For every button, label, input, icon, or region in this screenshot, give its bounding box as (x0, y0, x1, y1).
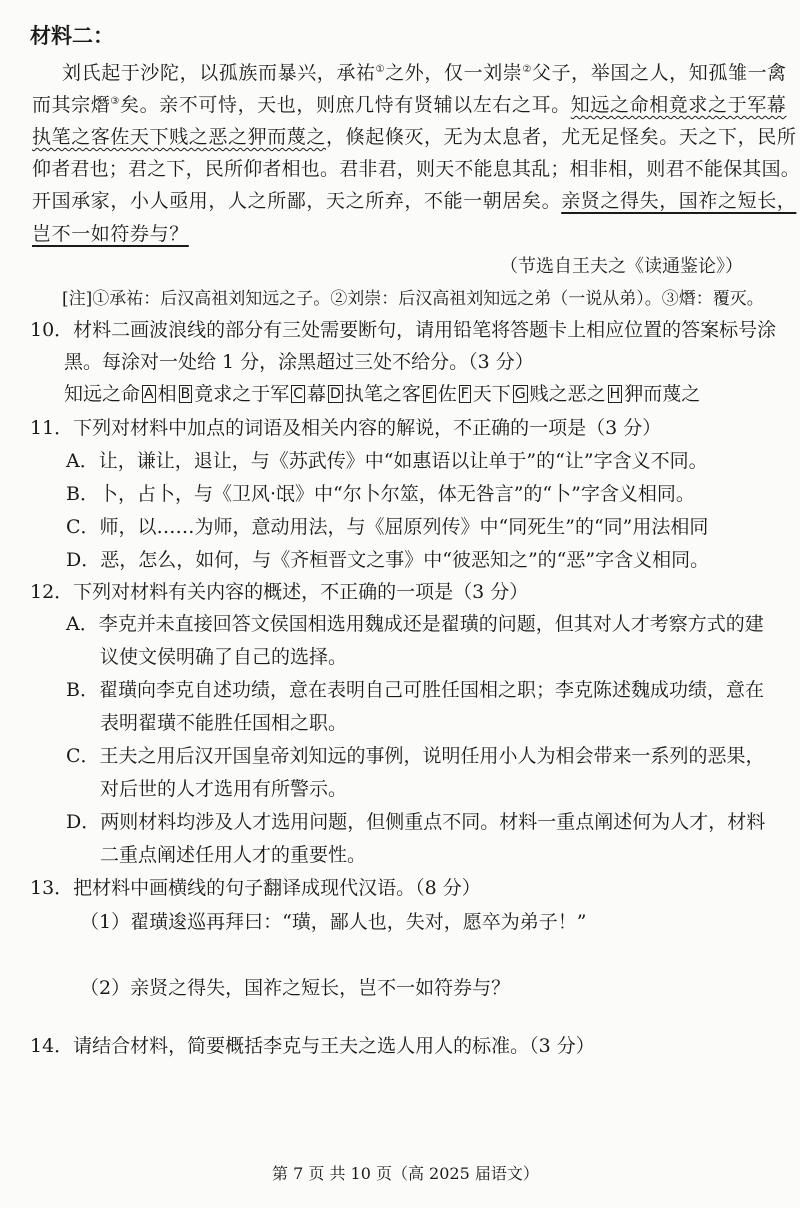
passage-line-2: 而其宗熸③矣。亲不可恃，天也，则庶几恃有贤辅以左右之耳。知远之命相竟求之于军幕 (32, 94, 787, 116)
underlined-sentence-1: 亲贤之得失，国祚之短长， (561, 190, 797, 212)
passage-line-5: 开国承家，小人亟用，人之所鄙，天之所弃，不能一朝居矣。亲贤之得失，国祚之短长， (32, 190, 797, 212)
sentence-break-options: 知远之命 A 相 B 竟求之于军 C 幕 D 执笔之客 E 佐 F 天下 G 贱之恶之 H 狎而蔑之 (64, 383, 701, 405)
question-11-option-c: C．师，以……为师，意动用法，与《屈原列传》中“同死生”的“同”用法相同 (66, 516, 709, 538)
page-footer: 第 7 页 共 10 页（高 2025 届语文） (272, 1164, 539, 1183)
break-box-g[interactable]: G (514, 386, 526, 402)
question-12-option-a-line-2: 议使文侯明确了自己的选择。 (100, 646, 348, 668)
underlined-sentence-2: 岂不一如符券与？ (32, 223, 189, 245)
question-12-option-d-line-1: D．两则材料均涉及人才选用问题，但侧重点不同。材料一重点阐述何为人才，材料 (66, 811, 766, 833)
note-mark-1: ① (375, 64, 386, 75)
question-12-option-c-line-2: 对后世的人才选用有所警示。 (100, 778, 348, 800)
question-13-sentence-2: （2）亲贤之得失，国祚之短长，岂不一如符券与？ (80, 977, 511, 999)
break-box-c[interactable]: C (293, 386, 304, 402)
note-mark-3: ③ (110, 96, 120, 107)
break-box-h[interactable]: H (609, 386, 621, 402)
passage-line-3: 执笔之客佐天下贱之恶之狎而蔑之，倏起倏灭，无为太息者，尤无足怪矣。天之下，民所 (32, 126, 797, 148)
question-11-option-b: B．卜，占卜，与《卫风·氓》中“尔卜尔筮，体无咎言”的“卜”字含义相同。 (66, 483, 695, 505)
question-10-stem-line-1: 10．材料二画波浪线的部分有三处需要断句，请用铅笔将答题卡上相应位置的答案标号涂 (30, 319, 777, 341)
break-box-b[interactable]: B (180, 386, 191, 402)
annotation-note: [注]①承祐：后汉高祖刘知远之子。②刘崇：后汉高祖刘知远之弟（一说从弟）。③熸：覆灭。 (62, 289, 764, 309)
material-title: 材料二： (30, 24, 114, 48)
passage-line-1: 刘氏起于沙陀，以孤族而暴兴，承祐①之外，仅一刘崇②父子，举国之人，知孤雏一禽 (62, 62, 787, 84)
question-12-option-a-line-1: A．李克并未直接回答文侯国相选用魏成还是翟璜的问题，但其对人才考察方式的建 (66, 613, 764, 635)
source-citation: （节选自王夫之《读通鉴论》） (500, 256, 743, 277)
question-14-stem: 14．请结合材料，简要概括李克与王夫之选人用人的标准。（3 分） (30, 1035, 595, 1057)
question-12-option-b-line-2: 表明翟璜不能胜任国相之职。 (100, 712, 348, 734)
question-13-stem: 13．把材料中画横线的句子翻译成现代汉语。（8 分） (30, 877, 481, 899)
question-11-option-d: D．恶，怎么，如何，与《齐桓晋文之事》中“彼恶知之”的“恶”字含义相同。 (66, 549, 710, 571)
question-12-option-b-line-1: B．翟璜向李克自述功绩，意在表明自己可胜任国相之职；李克陈述魏成功绩，意在 (66, 679, 764, 701)
break-box-e[interactable]: E (424, 386, 434, 402)
question-12-option-d-line-2: 二重点阐述任用人才的重要性。 (100, 844, 367, 866)
passage-line-6 (32, 222, 189, 246)
passage-line-4: 仰者君也；君之下，民所仰者相也。君非君，则天不能息其乱；相非相，则君不能保其国。 (32, 158, 800, 180)
question-13-sentence-1: （1）翟璜逡巡再拜曰：“璜，鄙人也，失对，愿卒为弟子！” (80, 911, 587, 933)
break-box-a[interactable]: A (144, 386, 154, 402)
question-10-stem-line-2: 黑。每涂对一处给 1 分，涂黑超过三处不给分。（3 分） (64, 351, 534, 373)
question-11-option-a: A．让，谦让，退让，与《苏武传》中“如惠语以让单于”的“让”字含义不同。 (66, 450, 708, 472)
wavy-underline-text-2: 执笔之客佐天下贱之恶之狎而蔑之 (32, 126, 327, 148)
break-box-f[interactable]: F (460, 386, 469, 402)
question-12-stem: 12．下列对材料有关内容的概述，不正确的一项是（3 分） (30, 581, 529, 603)
wavy-underline-text-1: 知远之命相竟求之于军幕 (570, 94, 787, 116)
break-box-d[interactable]: D (330, 386, 341, 402)
question-11-stem: 11．下列对材料中加点的词语及相关内容的解说，不正确的一项是（3 分） (30, 417, 662, 439)
question-12-option-c-line-1: C．王夫之用后汉开国皇帝刘知远的事例，说明任用小人为相会带来一系列的恶果， (66, 745, 765, 767)
note-mark-2: ② (522, 64, 532, 75)
